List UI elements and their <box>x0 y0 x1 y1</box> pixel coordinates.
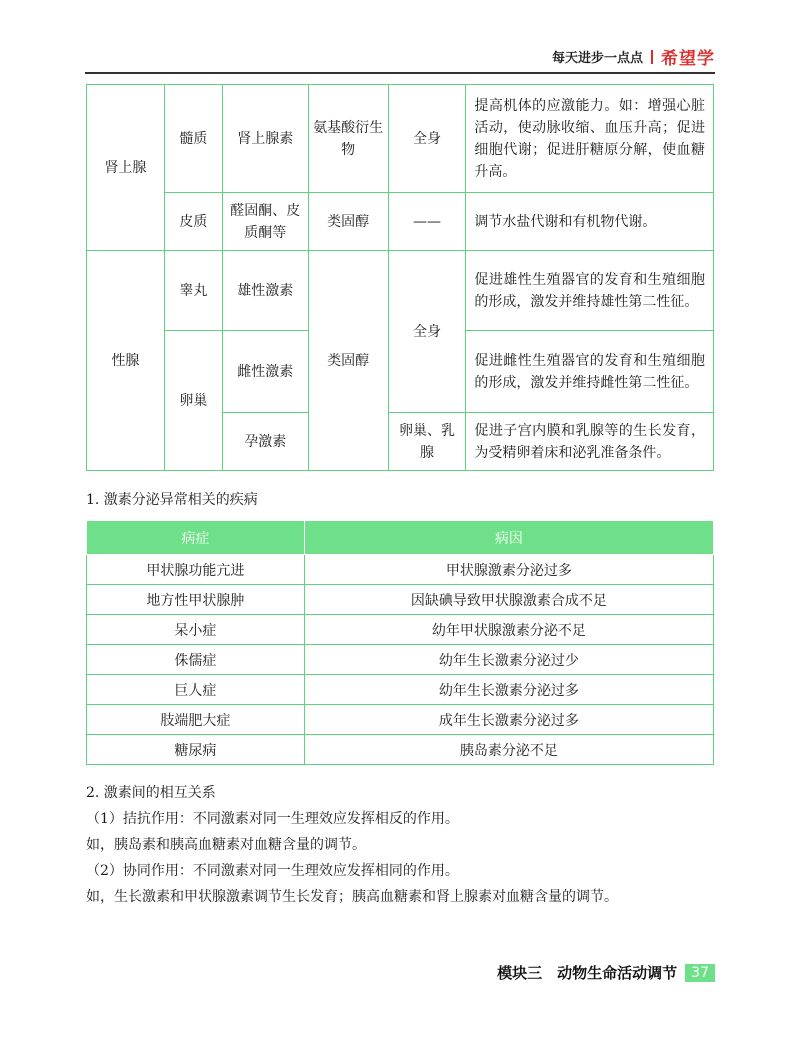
hormone-gland-table <box>86 84 714 471</box>
table-row <box>87 645 714 675</box>
table-row <box>87 193 714 251</box>
gland-cell-gonad: 性腺 <box>87 251 165 471</box>
body-line: 如，生长激素和甲状腺激素调节生长发育；胰高血糖素和肾上腺素对血糖含量的调节。 <box>86 889 618 905</box>
cause-cell: 幼年甲状腺激素分泌不足 <box>304 615 713 645</box>
hormone-cell: 雌性激素 <box>222 331 308 413</box>
page-footer <box>497 962 715 983</box>
cause-cell: 成年生长激素分泌过多 <box>304 705 713 735</box>
table-row <box>87 555 714 585</box>
function-cell: 促进子宫内膜和乳腺等的生长发育，为受精卵着床和泌乳准备条件。 <box>466 413 714 471</box>
function-cell: 提高机体的应激能力。如：增强心脏活动，使动脉收缩、血压升高；促进细胞代谢；促进肝糖原分解，使血糖升高。 <box>466 85 714 193</box>
disease-cell: 甲状腺功能亢进 <box>87 555 305 585</box>
cause-cell: 甲状腺激素分泌过多 <box>304 555 713 585</box>
table-row <box>87 585 714 615</box>
hormone-cell: 肾上腺素 <box>222 85 308 193</box>
disease-cell: 巨人症 <box>87 675 305 705</box>
hormone-cell: 孕激素 <box>222 413 308 471</box>
nature-cell: 氨基酸衍生物 <box>308 85 388 193</box>
table-row <box>87 675 714 705</box>
header-slogan: 每天进步一点点 <box>551 51 643 66</box>
target-cell: —— <box>388 193 466 251</box>
hormone-cell: 雄性激素 <box>222 251 308 331</box>
part-cell: 髓质 <box>164 85 222 193</box>
disease-table <box>86 520 714 765</box>
table-header-row <box>87 521 714 555</box>
function-cell: 调节水盐代谢和有机物代谢。 <box>466 193 714 251</box>
module-title: 模块三 动物生命活动调节 <box>497 964 678 982</box>
nature-cell: 类固醇 <box>308 251 388 471</box>
part-cell: 皮质 <box>164 193 222 251</box>
section-title-relations: 2. 激素间的相互关系 <box>86 785 216 801</box>
gland-cell-adrenal: 肾上腺 <box>87 85 165 251</box>
function-cell: 促进雌性生殖器官的发育和生殖细胞的形成，激发并维持雌性第二性征。 <box>466 331 714 413</box>
cause-cell: 幼年生长激素分泌过多 <box>304 675 713 705</box>
part-cell: 睾丸 <box>164 251 222 331</box>
table-row <box>87 735 714 765</box>
body-line: 如，胰岛素和胰高血糖素对血糖含量的调节。 <box>86 837 366 853</box>
cause-cell: 因缺碘导致甲状腺激素合成不足 <box>304 585 713 615</box>
header-rule <box>85 72 715 74</box>
page-header <box>552 44 715 69</box>
cause-cell: 幼年生长激素分泌过少 <box>304 645 713 675</box>
column-header-cause: 病因 <box>304 521 713 555</box>
body-line: （1）拮抗作用：不同激素对同一生理效应发挥相反的作用。 <box>86 811 459 827</box>
disease-cell: 呆小症 <box>87 615 305 645</box>
cause-cell: 胰岛素分泌不足 <box>304 735 713 765</box>
column-header-disease: 病症 <box>87 521 305 555</box>
disease-cell: 地方性甲状腺肿 <box>87 585 305 615</box>
function-cell: 促进雄性生殖器官的发育和生殖细胞的形成，激发并维持雄性第二性征。 <box>466 251 714 331</box>
table-row <box>87 251 714 331</box>
section-title-diseases: 1. 激素分泌异常相关的疾病 <box>86 492 258 508</box>
target-cell: 全身 <box>388 85 466 193</box>
part-cell: 卵巢 <box>164 331 222 471</box>
disease-cell: 糖尿病 <box>87 735 305 765</box>
table-row <box>87 705 714 735</box>
header-divider <box>651 50 653 64</box>
target-cell: 卵巢、乳腺 <box>388 413 466 471</box>
disease-cell: 侏儒症 <box>87 645 305 675</box>
page-number: 37 <box>685 964 715 982</box>
disease-cell: 肢端肥大症 <box>87 705 305 735</box>
hormone-cell: 醛固酮、皮质酮等 <box>222 193 308 251</box>
brand-logo: 希望学 <box>661 49 715 69</box>
table-row <box>87 615 714 645</box>
body-line: （2）协同作用：不同激素对同一生理效应发挥相同的作用。 <box>86 863 459 879</box>
table-row <box>87 85 714 193</box>
target-cell: 全身 <box>388 251 466 413</box>
nature-cell: 类固醇 <box>308 193 388 251</box>
